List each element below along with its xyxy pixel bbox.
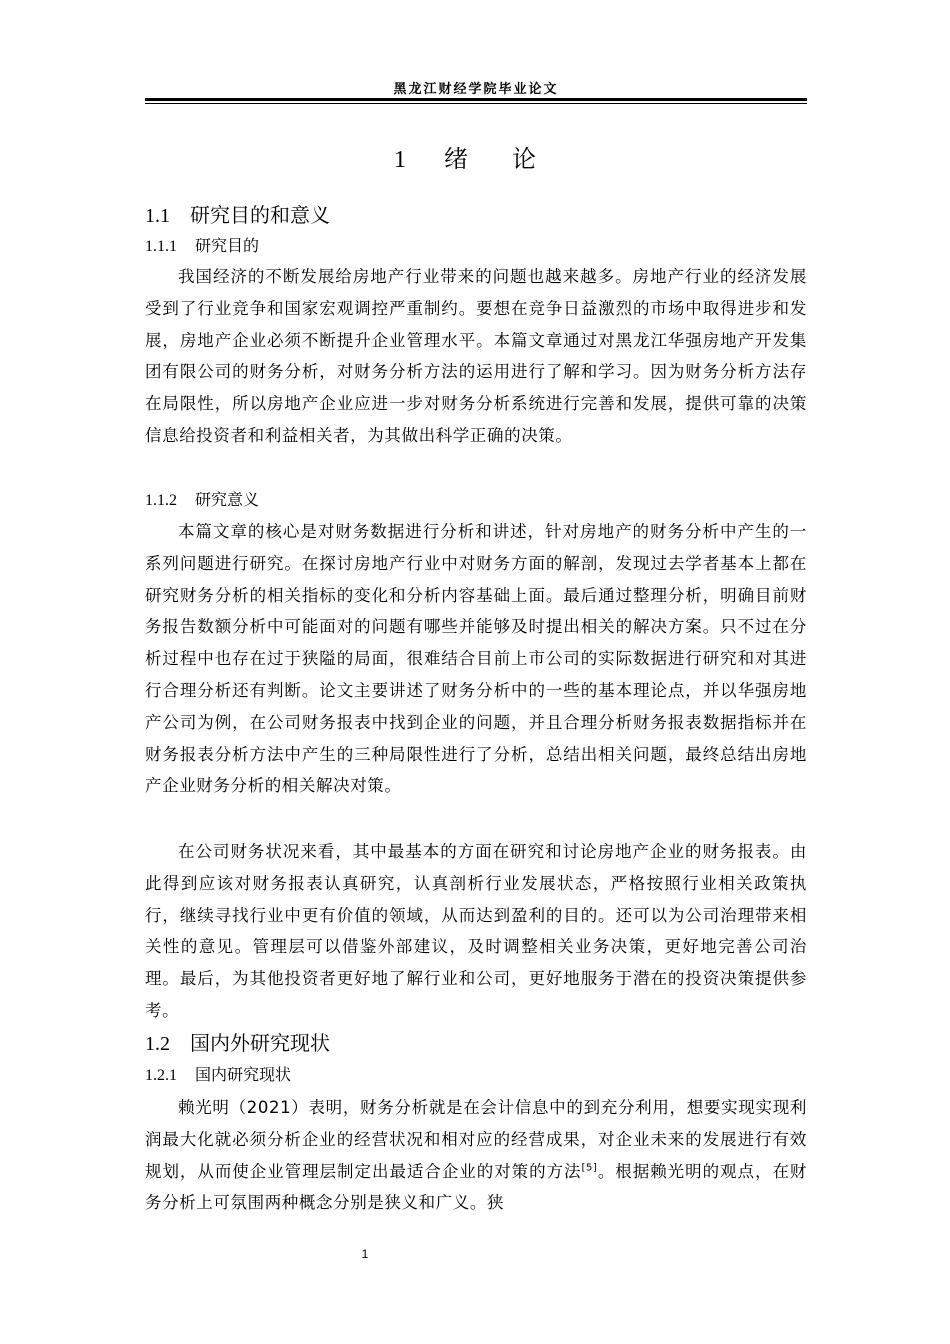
running-header: 黑龙江财经学院毕业论文 (393, 82, 559, 97)
citation-reference[interactable]: [5] (581, 1162, 598, 1174)
subsection-heading-1-1-1 (145, 234, 259, 259)
subsection-title: 研究意义 (195, 490, 260, 509)
paragraph-research-significance-1: 本篇文章的核心是对财务数据进行分析和讲述，针对房地产的财务分析中产生的一系列问题进行研究。在探讨房地产行业中对财务方面的解剖，发现过去学者基本上都在研究财务分析的相关指标的变化和分析内容基础上面。最后通过整理分析，明确目前财务报告数额分析中可能面对的问题有哪些并能够及时提出相关的解决方案。只不过在分析过程中也存在过于狭隘的局面，很难结合目前上市公司的实际数据进行研究和对其进行合理分析还有判断。论文主要讲述了财务分析中的一些的基本理论点，并以华强房地产公司为例，在公司财务报表中找到企业的问题，并且合理分析财务报表数据指标并在财务报表分析方法中产生的三种局限性进行了分析，总结出相关问题，最终总结出房地产企业财务分析的相关解决对策。 (145, 522, 807, 796)
section-title: 国内外研究现状 (190, 1031, 330, 1055)
header-rule-thick (145, 98, 807, 101)
header-rule-thin (145, 103, 807, 104)
paragraph-text-part-2: 。根据赖光明的观点，在财务分析上可氛围两种概念分别是狭义和广义。狭 (145, 1161, 808, 1213)
chapter-title-char-2: 论 (512, 145, 536, 173)
paragraph-text-part-1: 赖光明（2021）表明，财务分析就是在会计信息中的到充分利用，想要实现实现利润最大化就必须分析企业的经营状况和相对应的经营成果，对企业未来的发展进行有效规划，从而使企业管理层制定出最适合企业的对策的方法 (145, 1098, 807, 1181)
section-heading-1-2 (145, 1029, 330, 1058)
subsection-heading-1-2-1 (145, 1063, 291, 1088)
subsection-number: 1.1.2 (145, 492, 177, 509)
chapter-number: 1 (394, 147, 406, 173)
chapter-title-char-1: 绪 (444, 145, 468, 173)
section-heading-1-1 (145, 201, 330, 230)
chapter-title (145, 143, 807, 176)
subsection-title: 国内研究现状 (195, 1065, 292, 1084)
subsection-number: 1.2.1 (145, 1067, 177, 1084)
section-title: 研究目的和意义 (190, 203, 330, 227)
subsection-heading-1-1-2 (145, 488, 259, 513)
subsection-title: 研究目的 (195, 236, 260, 255)
section-number: 1.1 (145, 205, 170, 227)
page-number: 1 (361, 1247, 369, 1261)
paragraph-research-purpose: 我国经济的不断发展给房地产行业带来的问题也越来越多。房地产行业的经济发展受到了行业竞争和国家宏观调控严重制约。要想在竞争日益激烈的市场中取得进步和发展，房地产企业必须不断提升企业管理水平。本篇文章通过对黑龙江华强房地产开发集团有限公司的财务分析，对财务分析方法的运用进行了解和学习。因为财务分析方法存在局限性，所以房地产企业应进一步对财务分析系统进行完善和发展，提供可靠的决策信息给投资者和利益相关者，为其做出科学正确的决策。 (145, 267, 807, 445)
section-number: 1.2 (145, 1033, 170, 1055)
paragraph-research-significance-2: 在公司财务状况来看，其中最基本的方面在研究和讨论房地产企业的财务报表。由此得到应该对财务报表认真研究，认真剖析行业发展状态，严格按照行业相关政策执行，继续寻找行业中更有价值的领域，从而达到盈利的目的。还可以为公司治理带来相关性的意见。管理层可以借鉴外部建议，及时调整相关业务决策，更好地完善公司治理。最后，为其他投资者更好地了解行业和公司，更好地服务于潜在的投资决策提供参考。 (145, 842, 807, 1020)
subsection-number: 1.1.1 (145, 238, 177, 255)
paragraph-domestic-research (145, 1092, 807, 1219)
